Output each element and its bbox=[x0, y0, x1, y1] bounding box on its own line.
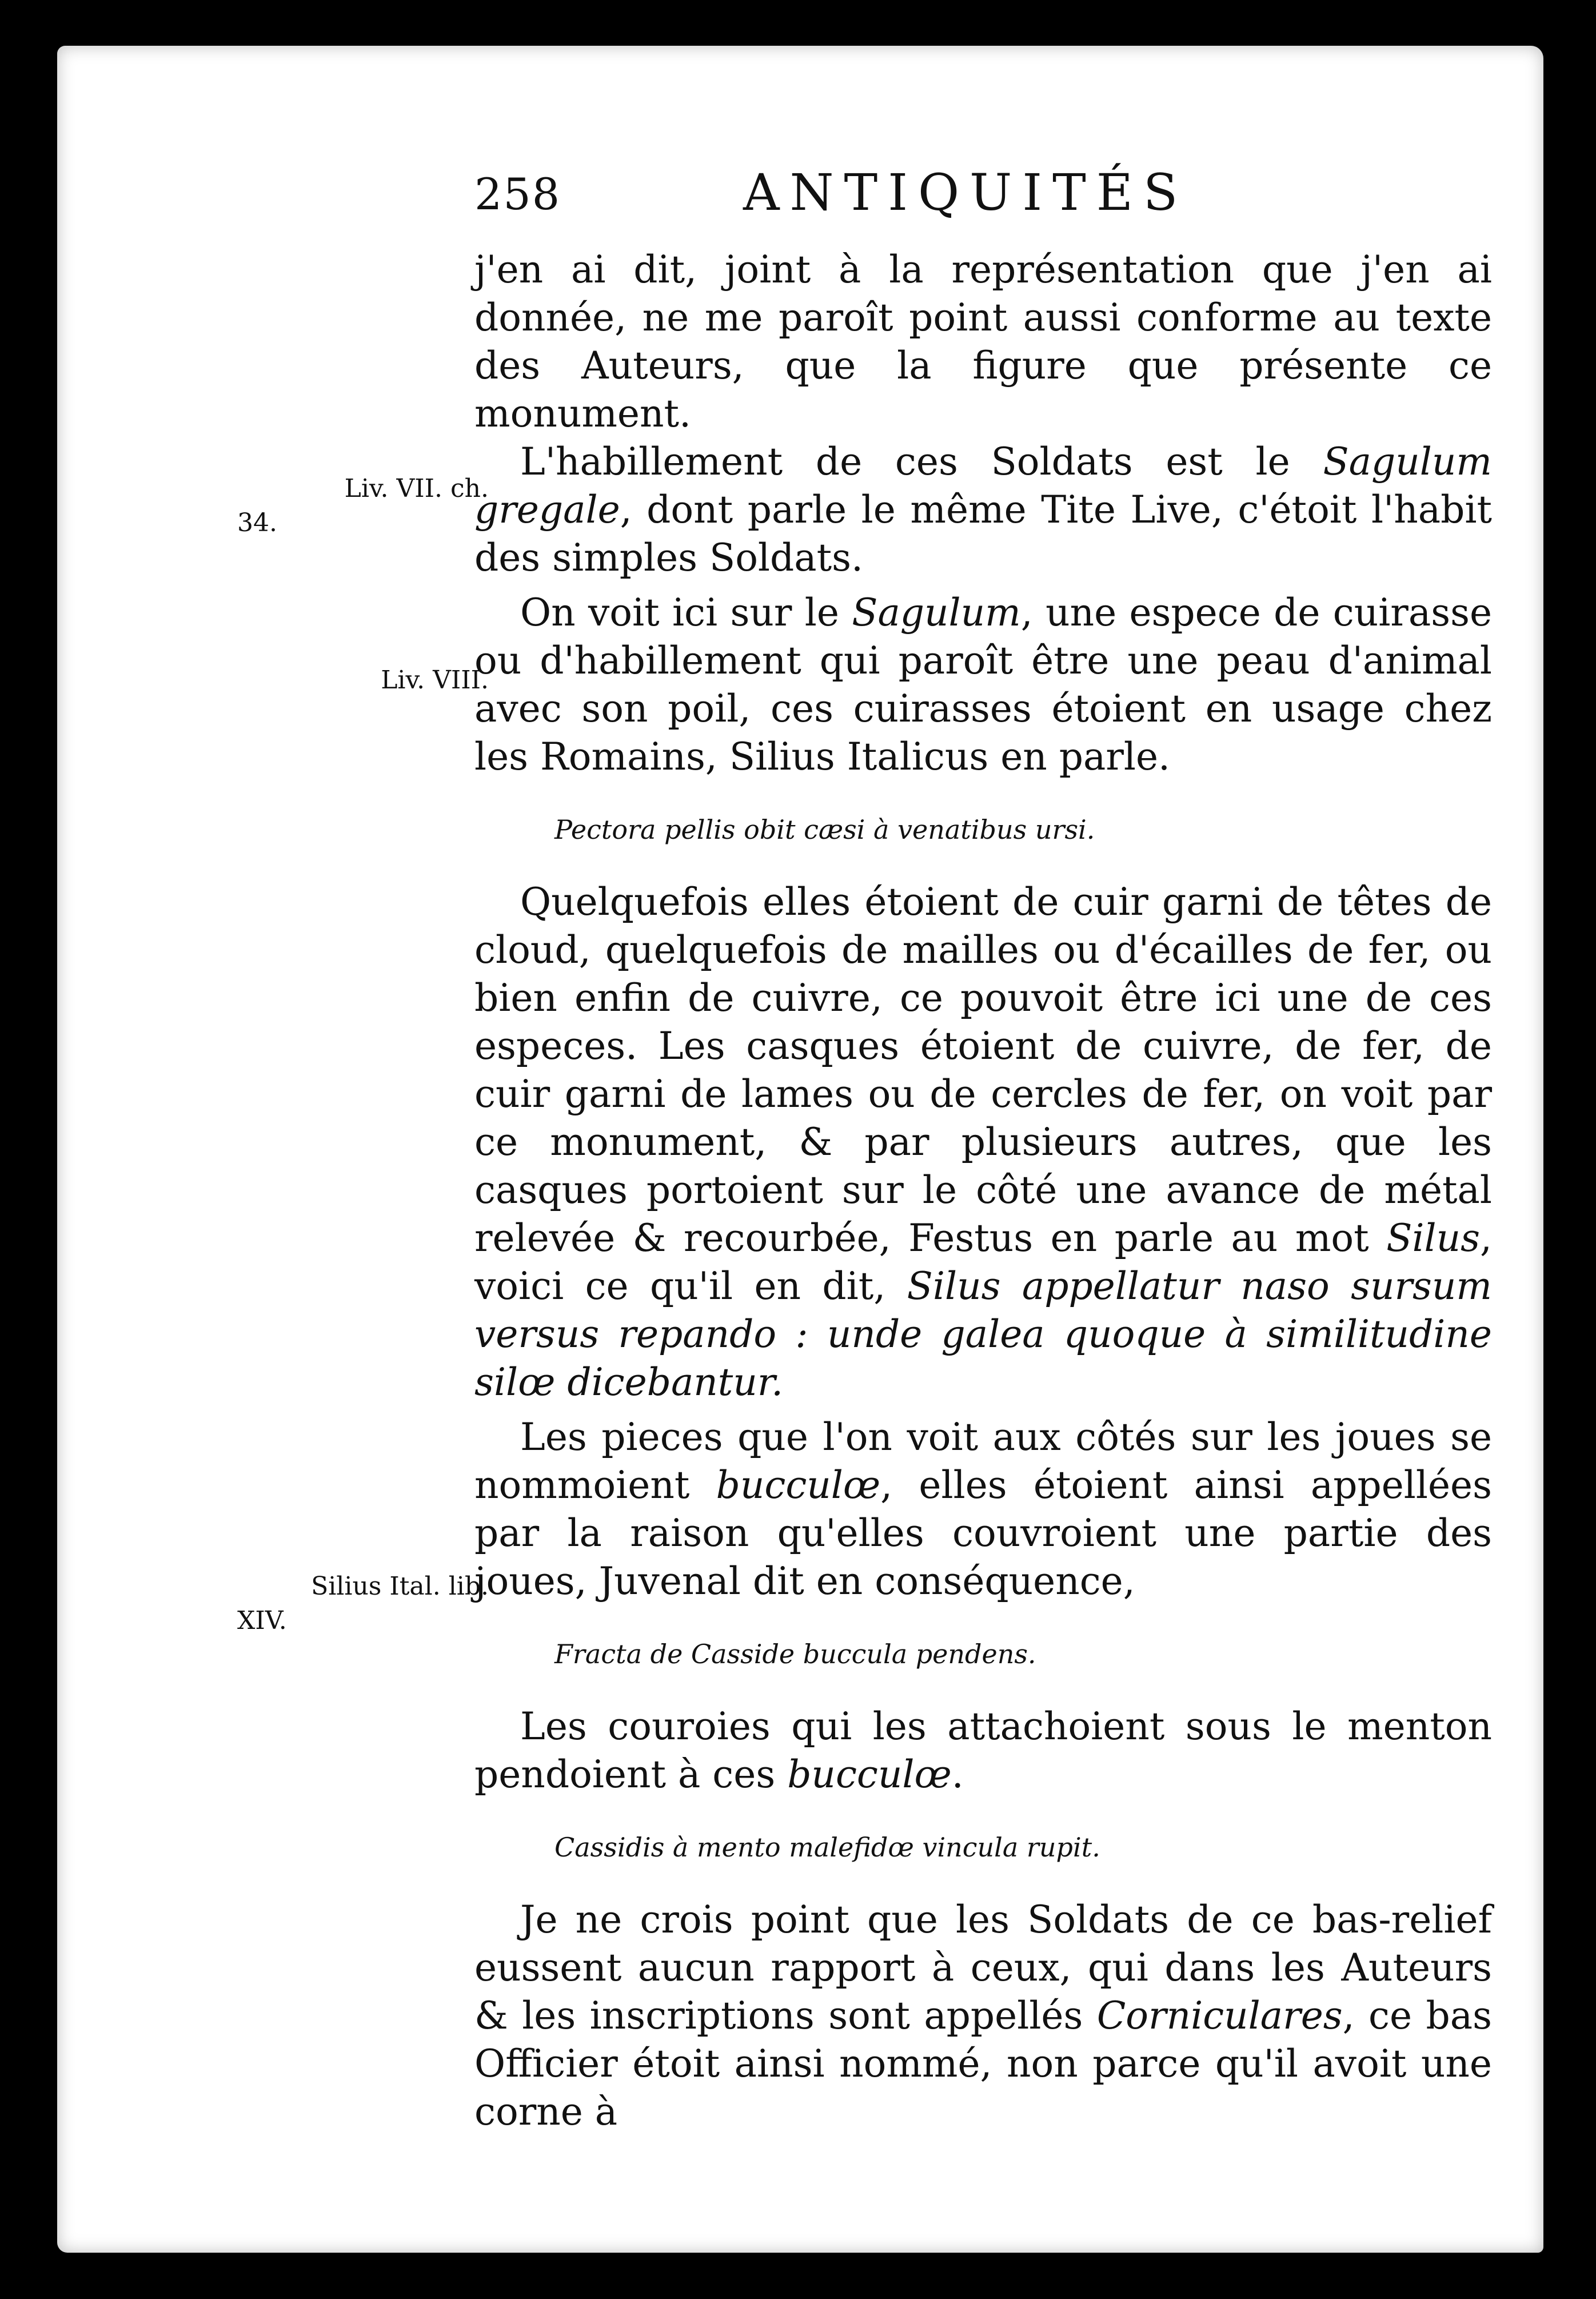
text-run: On voit ici sur le bbox=[520, 591, 852, 635]
italic-term: Corniculares bbox=[1096, 1994, 1343, 2038]
text-run: , voici ce qu'il en dit, bbox=[474, 1216, 1492, 1308]
margin-note bbox=[237, 663, 489, 698]
italic-citation: Silus appellatur naso sursum versus repando : unde galea quoque à similitudine silœ dicebantur. bbox=[474, 1264, 1492, 1404]
latin-quote: Fracta de Casside buccula pendens. bbox=[554, 1639, 1036, 1670]
paragraph bbox=[474, 878, 1492, 1407]
text-run: . bbox=[951, 1752, 964, 1796]
paragraph bbox=[474, 438, 1492, 582]
italic-term: Sagulum bbox=[852, 591, 1021, 635]
italic-term: Sagulum gregale bbox=[474, 440, 1492, 532]
paragraph bbox=[474, 1703, 1492, 1799]
latin-quote: Cassidis à mento malefidœ vincula rupit. bbox=[554, 1832, 1100, 1863]
margin-note bbox=[237, 1569, 489, 1638]
italic-term: bucculœ bbox=[787, 1752, 952, 1796]
paragraph bbox=[474, 1896, 1492, 2136]
text-run: L'habillement de ces Soldats est le bbox=[520, 440, 1323, 484]
text-run: , ce bas Officier étoit ainsi nommé, non parce qu'il avoit une corne à bbox=[474, 1994, 1492, 2134]
text-run: Je ne crois point que les Soldats de ce bas-relief eussent aucun rapport à ceux, qui dans les Auteurs & les inscriptions sont appellés bbox=[474, 1898, 1492, 2038]
text-run: , elles étoient ainsi appellées par la raison qu'elles couvroient une partie des joues, Juvenal dit en conséquence, bbox=[474, 1463, 1492, 1603]
paragraph: j'en ai dit, joint à la représentation que j'en ai donnée, ne me paroît point aussi conforme au texte des Auteurs, que la figure que présente ce monument. bbox=[474, 248, 1492, 436]
paragraph bbox=[474, 1413, 1492, 1605]
text-run: Quelquefois elles étoient de cuir garni de têtes de cloud, quelquefois de mailles ou d'écailles de fer, ou bien enfin de cuivre, ce pouvoit être ici une de ces especes. Les casques étoient de cuivre, de fer, de cuir garni de lames ou de cercles de fer, on voit par ce monument, & par plusieurs autres, que les casques portoient sur le côté une avance de métal relevée & recourbée, Festus en parle au mot bbox=[474, 880, 1492, 1260]
margin-note-line: Liv. VII. ch. bbox=[344, 474, 489, 503]
italic-term: Silus bbox=[1386, 1216, 1481, 1260]
body-text bbox=[474, 246, 1492, 2136]
running-title: ANTIQUITÉS bbox=[743, 163, 1188, 222]
text-run: , une espece de cuirasse ou d'habillement qui paroît être une peau d'animal avec son poil, ces cuirasses étoient en usage chez les Romains, Silius Italicus en parle. bbox=[474, 591, 1493, 779]
margin-note bbox=[237, 472, 489, 540]
margin-note-line: 34. bbox=[237, 508, 277, 537]
book-page bbox=[57, 46, 1543, 2253]
italic-term: bucculœ bbox=[716, 1463, 881, 1507]
paragraph bbox=[474, 589, 1492, 781]
text-run: Les couroies qui les attachoient sous le menton pendoient à ces bbox=[474, 1704, 1492, 1796]
text-run: Les pieces que l'on voit aux côtés sur les joues se nommoient bbox=[474, 1415, 1492, 1507]
page-number: 258 bbox=[474, 169, 561, 220]
margin-note-line: Liv. VIII. bbox=[381, 666, 489, 695]
margin-note-line: Silius Ital. lib. bbox=[311, 1572, 489, 1601]
text-run: , dont parle le même Tite Live, c'étoit l'habit des simples Soldats. bbox=[474, 488, 1492, 580]
margin-note-line: XIV. bbox=[237, 1606, 287, 1635]
latin-quote: Pectora pellis obit cæsi à venatibus ursi. bbox=[554, 814, 1095, 845]
page-header bbox=[57, 163, 1543, 226]
